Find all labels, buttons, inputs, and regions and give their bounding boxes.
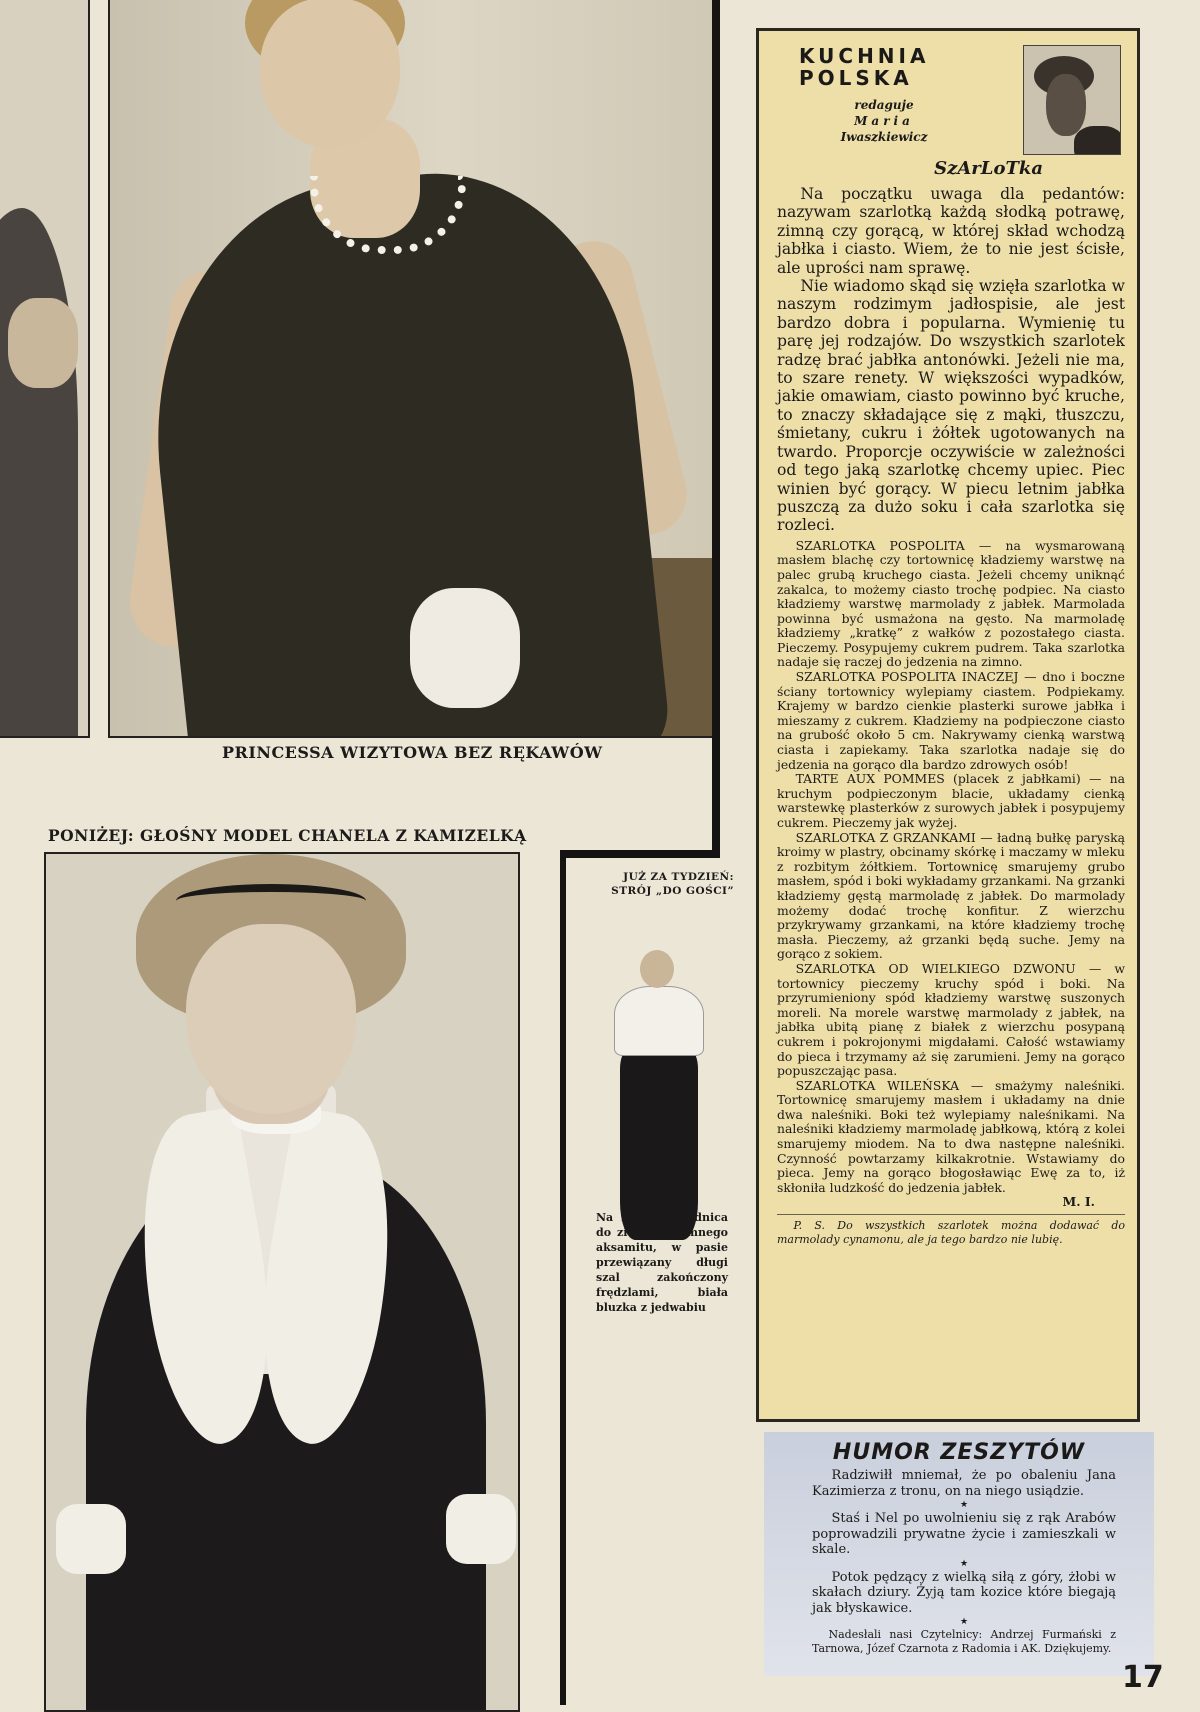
recipe-paragraph: SZARLOTKA POSPOLITA — na wysmarowaną masłem blachę czy tortownicę kładziemy warstwę na palec grubą kruchego ciasta. Jeżeli chcemy uniknąć zakalca, to możemy ciasto trochę podpiec. Na ciasto kładziemy warstwę marmolady z jabłek. Marmolada powinna być usmażona na gęsto. Na marmoladę kładziemy „kratkę” z wałków z pozostałego ciasta. Pieczemy. Posypujemy cukrem pudrem. Taka szarlotka nadaje się raczej do jedzenia na zimno. [777,537,1125,670]
frame-rule [560,850,720,858]
humor-zeszytow-box [764,1432,1154,1676]
page-number: 17 [1122,1660,1164,1695]
joke: Potok pędzący z wielką siłą z góry, żłobi w skałach dziury. Żyją tam kozice które biegają jak błyskawice. [812,1569,1116,1616]
photo-cropped-left [0,0,90,738]
recipe-paragraph: SZARLOTKA OD WIELKIEGO DZWONU — w tortownicy pieczemy kruchy spód i boki. Na przyrumieniony spód kładziemy warstwę suszonych moreli. Na morele warstwę marmolady z jabłek, na jabłka ubitą pianę z białek z wierzchu posypaną cukrem i pokrojonymi migdałami. Całość wstawiamy do pieca i trzymamy aż się zarumieni. Jemy na gorąco popuszczając pasa. [777,960,1125,1079]
caption-chanel: PONIŻEJ: GŁOŚNY MODEL CHANELA Z KAMIZELKĄ [48,826,527,845]
recipe-paragraph: SZARLOTKA WILEŃSKA — smażymy naleśniki. Tortownicę smarujemy masłem i układamy na dnie dwa naleśniki. Boki też wylepiamy naleśnikami. Na naleśniki kładziemy marmoladę jabłkową, którą z kolei smarujemy miodem. Na to dwa następne naleśniki. Czynność powtarzamy kilkakrotnie. Wstawiamy do pieca. Jemy na gorąco błogosławiąc Ewę za to, iż skłoniła ludzkość do jedzenia jabłek. [777,1077,1125,1195]
kuchnia-polska-column [756,28,1140,1422]
next-week-heading: JUŻ ZA TYDZIEŃ: STRÓJ „DO GOŚCI” [611,871,734,897]
reader-credits: Nadesłali nasi Czytelnicy: Andrzej Furmański z Tarnowa, Józef Czarnota z Radomia i AK. Dziękujemy. [812,1628,1116,1655]
editor-portrait [1023,45,1121,155]
author-signature: M. I. [1062,1194,1095,1210]
frame-rule [712,0,720,858]
postscript: P. S. Do wszystkich szarlotek można dodawać do marmolady cynamonu, ale ja tego bardzo nie lubię. [777,1214,1125,1246]
star-icon: ★ [959,1617,969,1627]
caption-princessa: PRINCESSA WIZYTOWA BEZ RĘKAWÓW [222,743,603,762]
hand-shape [8,298,78,388]
photo-princessa-dress [108,0,720,738]
next-week-box [566,858,742,1314]
humor-body [812,1468,1116,1655]
joke: Staś i Nel po uwolnieniu się z rąk Arabów poprowadzili prywatne życie i zamieszkali w skale. [812,1511,1116,1557]
star-icon: ★ [959,1558,969,1569]
recipe-paragraph: TARTE AUX POMMES (placek z jabłkami) — na kruchym podpieczonym blacie, układamy cienką warstewkę plasterków z surowych jabłek i posypujemy cukrem. Pieczemy jak wyżej. [777,771,1125,830]
humor-title: HUMOR ZESZYTÓW [832,1440,1086,1465]
photo-chanel-model [44,852,520,1712]
editor-credit: redaguje Maria Iwaszkiewicz [840,98,928,144]
intro-paragraph: Nie wiadomo skąd się wzięła szarlotka w naszym rodzimym jadłospisie, ale jest bardzo dobra i popularna. Wymienię tu parę jej rodzajów. Do wszystkich szarlotek radzę brać jabłka antonówki. Jeżeli nie ma, to szare renety. W większości wypadków, jakie omawiam, ciasto powinno być kruche, to znaczy składające się z mąki, tłuszczu, śmietany, cukru i żółtek ugotowanych na twardo. Proporcje oczywiście w zależności od tego jaką szarlotkę chcemy upiec. Piec winien być gorący. W piecu letnim jabłka puszczą za dużo soku i cała szarlotka się rozleci. [777,277,1125,535]
coat-shape [0,208,78,738]
intro-paragraph: Na początku uwaga dla pedantów: nazywam szarlotką każdą słodką potrawę, zimną czy gorącą, w której skład wchodzą jabłka i ciasto. Wiem, że to nie jest ścisłe, ale uprości nam sprawę. [777,185,1125,277]
article-body [777,185,1125,1246]
next-week-description: Na zdjęciu spódnica do ziemi z ciemnego aksamitu, w pasie przewiązany długi szal zakończony frędzlami, biała bluzka z jedwabiu [596,1211,728,1314]
joke: Radziwiłł mniemał, że po obaleniu Jana Kazimierza z tronu, on na niego usiądzie. [812,1468,1116,1499]
recipe-paragraph: SZARLOTKA Z GRZANKAMI — ładną bułkę paryską kroimy w plastry, obcinamy skórkę i maczamy w mleku z rozbitym żółtkiem. Tortownicę smarujemy grubo masłem, spód i boki wykładamy grzankami. Na grzanki kładziemy gęstą marmoladę z jabłek. Do marmolady możemy dodać trochę konfitur. Z wierzchu przykrywamy grzankami, na które kładziemy trochę masła. Pieczemy, aż grzanki będą suche. Jemy na gorąco z sokiem. [777,829,1125,962]
article-heading: SzArLoTka [934,158,1043,179]
headband [176,884,366,918]
recipe-paragraph: SZARLOTKA POSPOLITA INACZEJ — dno i boczne ściany tortownicy wylepiamy ciastem. Podpiekamy. Krajemy w bardzo cienkie plasterki surowe jabłka i mieszamy z cukrem. Kładziemy na podpieczone ciasto na grubość około 5 cm. Nakrywamy cienką warstwą ciasta i zapiekamy. Taka szarlotka nadaje się do jedzenia na gorąco dla bardzo zdrowych osób! [777,669,1125,772]
next-week-figure [600,950,720,1250]
column-title: KUCHNIA POLSKA [799,44,930,90]
star-icon: ★ [959,1500,969,1510]
